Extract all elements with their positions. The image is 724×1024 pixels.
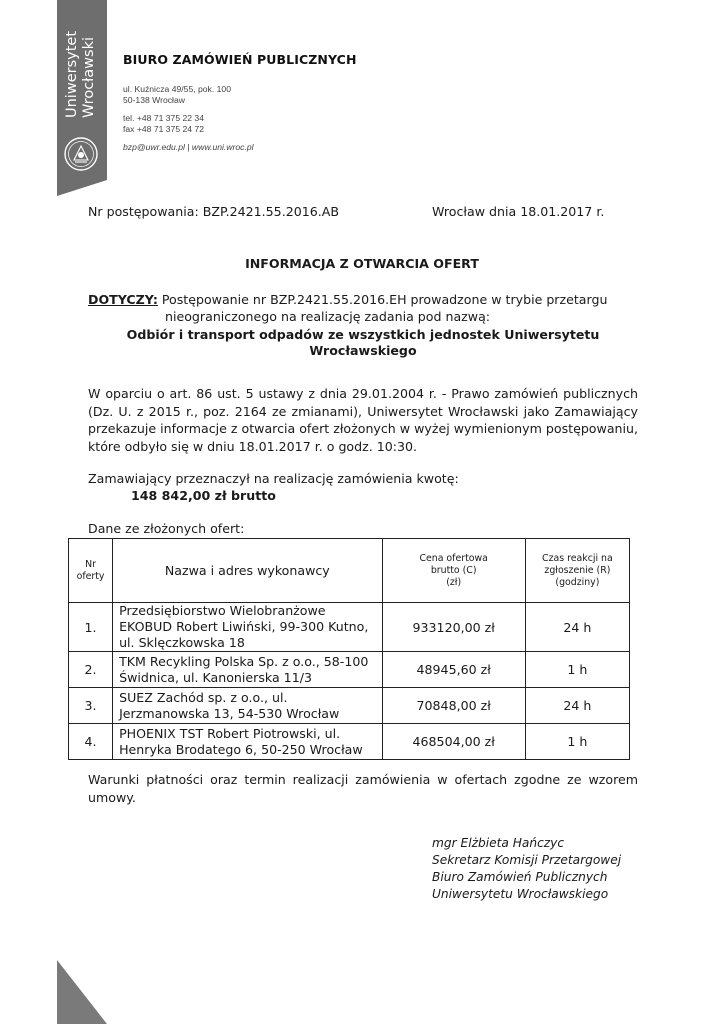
office-address-line1: ul. Kuźnicza 49/55, pok. 100 — [123, 84, 231, 94]
budget-amount: 148 842,00 zł brutto — [131, 488, 276, 503]
header-name: Nazwa i adres wykonawcy — [113, 539, 382, 603]
office-name: BIURO ZAMÓWIEŃ PUBLICZNYCH — [123, 52, 357, 67]
row-name — [113, 688, 382, 724]
intro-paragraph: W oparciu o art. 86 ust. 5 ustawy z dnia 29.01.2004 r. - Prawo zamówień publicznych (Dz. U. z 2015 r., poz. 2164 ze zmianami), Uniwersytet Wrocławski jako Zamawiający przekazuje informacje z otwarcia ofert złożonych w wyżej wymienionym postępowaniu, które odbyło się w dniu 18.01.2017 r. o godz. 10:30. — [88, 386, 638, 454]
header-time — [525, 539, 629, 603]
row-name-line: PHOENIX TST Robert Piotrowski, ul. — [119, 725, 341, 741]
header-price-line2: brutto (C) — [430, 564, 477, 576]
subject-title: Odbiór i transport odpadów ze wszystkich jednostek Uniwersytetu Wrocławskiego — [126, 327, 600, 358]
place-date: Wrocław dnia 18.01.2017 r. — [432, 204, 605, 219]
row-time: 1 h — [525, 652, 629, 688]
document-title: INFORMACJA Z OTWARCIA OFERT — [245, 256, 479, 271]
header-price — [382, 539, 525, 603]
table-row — [69, 688, 630, 724]
header-time-line1: Czas reakcji na — [542, 552, 613, 564]
table-row — [69, 724, 630, 760]
row-name-line: Henryka Brodatego 6, 50-250 Wrocław — [119, 741, 363, 757]
office-fax: fax +48 71 375 24 72 — [123, 124, 204, 134]
dotyczy-text: Postępowanie nr BZP.2421.55.2016.EH prowadzone w trybie przetargu — [157, 292, 608, 307]
table-row — [69, 603, 630, 652]
header-nr-line1: Nr — [85, 558, 96, 570]
university-crest-icon — [63, 136, 99, 172]
procedure-reference: Nr postępowania: BZP.2421.55.2016.AB — [88, 204, 340, 219]
row-name-line: Jerzmanowska 13, 54-530 Wrocław — [119, 705, 340, 721]
row-time: 1 h — [525, 724, 629, 760]
signature-role: Sekretarz Komisji Przetargowej — [432, 853, 622, 867]
table-header-row — [69, 539, 630, 603]
row-name — [113, 603, 382, 652]
signature-block — [432, 835, 621, 903]
dotyczy-label: DOTYCZY: — [88, 292, 158, 307]
signature-name: mgr Elżbieta Hańczyc — [432, 836, 565, 850]
university-name-line1: Uniwersytet — [64, 31, 80, 118]
table-row — [69, 652, 630, 688]
signature-university: Uniwersytetu Wrocławskiego — [432, 887, 609, 901]
header-time-line2: zgłoszenie (R) — [544, 564, 611, 576]
row-time: 24 h — [525, 603, 629, 652]
office-address-line2: 50-138 Wrocław — [123, 95, 185, 105]
offers-table — [68, 538, 630, 760]
header-nr-line2: oferty — [76, 570, 105, 582]
budget-label: Zamawiający przeznaczył na realizację zamówienia kwotę: — [88, 471, 459, 486]
dotyczy-line — [88, 292, 607, 307]
footer-triangle — [57, 960, 107, 1024]
row-price: 48945,60 zł — [382, 652, 525, 688]
row-nr: 4. — [69, 724, 113, 760]
office-contact: bzp@uwr.edu.pl | www.uni.wroc.pl — [123, 142, 254, 152]
row-name-line: Świdnica, ul. Kanonierska 11/3 — [119, 669, 312, 685]
header-time-line3: (godziny) — [555, 576, 600, 588]
row-price: 933120,00 zł — [382, 603, 525, 652]
row-name-line: ul. Sklęczkowska 18 — [119, 635, 245, 650]
row-name — [113, 724, 382, 760]
row-nr: 2. — [69, 652, 113, 688]
offers-label: Dane ze złożonych ofert: — [88, 521, 245, 536]
row-name — [113, 652, 382, 688]
university-name-line2: Wrocławski — [81, 36, 97, 118]
dotyczy-text-cont: nieograniczonego na realizację zadania pod nazwą: — [165, 309, 491, 324]
row-nr: 1. — [69, 603, 113, 652]
header-price-line1: Cena ofertowa — [419, 552, 488, 564]
university-name-vertical — [64, 8, 100, 118]
signature-office: Biuro Zamówień Publicznych — [432, 870, 608, 884]
row-time: 24 h — [525, 688, 629, 724]
row-price: 70848,00 zł — [382, 688, 525, 724]
row-name-line: EKOBUD Robert Liwiński, 99-300 Kutno, — [119, 619, 369, 634]
row-name-line: TKM Recykling Polska Sp. z o.o., 58-100 — [119, 653, 369, 669]
row-price: 468504,00 zł — [382, 724, 525, 760]
terms-paragraph: Warunki płatności oraz termin realizacji zamówienia w ofertach zgodne ze wzorem umowy. — [88, 772, 638, 805]
band-cut — [57, 180, 107, 196]
header-nr — [69, 539, 113, 603]
row-nr: 3. — [69, 688, 113, 724]
row-name-line: Przedsiębiorstwo Wielobranżowe — [119, 603, 326, 618]
row-name-line: SUEZ Zachód sp. z o.o., ul. — [119, 689, 288, 705]
office-tel: tel. +48 71 375 22 34 — [123, 113, 204, 123]
header-price-line3: (zł) — [446, 576, 462, 588]
